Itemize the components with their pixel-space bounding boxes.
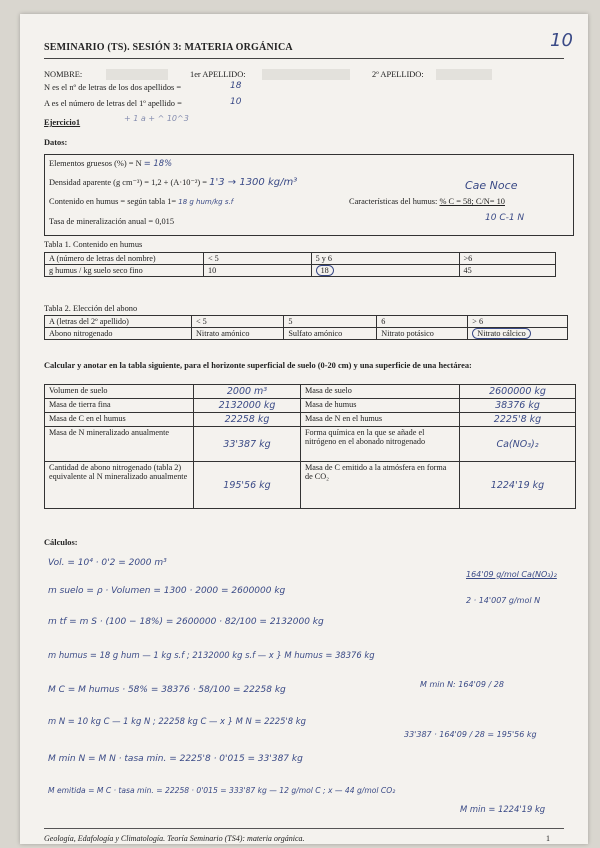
calc-line: M min = 1224'19 kg	[460, 804, 546, 814]
apellido2-label: 2º APELLIDO:	[372, 70, 424, 79]
table-row	[45, 265, 556, 277]
table-cell: 6	[377, 316, 468, 328]
caracteristicas-hw-top: Cae Noce	[465, 179, 518, 192]
densidad-label: Densidad aparente (g cm⁻³) = 1,2 + (A·10⁻²) =	[49, 178, 208, 187]
table-row	[45, 385, 576, 399]
answer-cell: 33'387 kg	[194, 427, 301, 462]
answer-cell: 2225'8 kg	[460, 413, 576, 427]
table-cell: 45	[459, 265, 555, 277]
table-cell: 5 y 6	[311, 253, 459, 265]
table-cell: >6	[459, 253, 555, 265]
nombre-label: NOMBRE:	[44, 70, 83, 79]
answer-cell: 2000 m³	[194, 385, 301, 399]
calc-line: m humus = 18 g hum — 1 kg s.f ; 2132000 kg s.f — x } M humus = 38376 kg	[48, 650, 375, 660]
calc-line: m N = 10 kg C — 1 kg N ; 22258 kg C — x } M N = 2225'8 kg	[48, 716, 306, 726]
caracteristicas-label: Características del humus:	[349, 197, 438, 206]
answer-cell: 22258 kg	[194, 413, 301, 427]
table-row	[45, 413, 576, 427]
table-row	[45, 462, 576, 509]
table-row	[45, 316, 568, 328]
side-note: 164'09 g/mol Ca(NO₃)₂	[466, 570, 557, 579]
answer-cell: 2132000 kg	[194, 399, 301, 413]
table-cell: > 6	[468, 316, 568, 328]
densidad-value: 1'3 → 1300 kg/m³	[209, 177, 298, 188]
answer-cell: 2600000 kg	[460, 385, 576, 399]
table-row	[45, 399, 576, 413]
circled-choice: Nitrato cálcico	[472, 328, 530, 339]
table-cell: Cantidad de abono nitrogenado (tabla 2) equivalente al N mineralizado anualmente	[45, 462, 194, 509]
table-cell: 5	[284, 316, 377, 328]
calc-line: M min N = M N · tasa min. = 2225'8 · 0'015 = 33'387 kg	[48, 754, 303, 764]
worksheet-page	[20, 14, 588, 844]
n-definition: N es el nº de letras de los dos apellidos =	[44, 83, 182, 92]
calcular-table	[44, 384, 576, 509]
table-cell: Volumen de suelo	[45, 385, 194, 399]
circled-choice: 18	[316, 265, 334, 276]
footer-rule	[44, 828, 564, 829]
table-row	[45, 253, 556, 265]
datos-heading: Datos:	[44, 138, 68, 147]
calc-line: M C = M humus · 58% = 38376 · 58/100 = 22258 kg	[48, 685, 286, 695]
table-row	[45, 328, 568, 340]
a-definition: A es el número de letras del 1º apellido =	[44, 99, 182, 108]
table-cell: Masa de N mineralizado anualmente	[45, 427, 194, 462]
table-cell: Nitrato amónico	[192, 328, 284, 340]
table-cell: Masa de suelo	[301, 385, 460, 399]
n-value: 18	[230, 81, 242, 91]
apellido1-label: 1er APELLIDO:	[190, 70, 246, 79]
table-cell: Masa de N en el humus	[301, 413, 460, 427]
calcular-heading: Calcular y anotar en la tabla siguiente, para el horizonte superficial de suelo (0-20 cm) y una superficie de una hectárea:	[44, 361, 472, 370]
table-cell: 10	[204, 265, 312, 277]
table-cell: Forma química en la que se añade el nitrógeno en el abonado nitrogenado	[301, 427, 460, 462]
calc-line: m tf = m S · (100 − 18%) = 2600000 · 82/100 = 2132000 kg	[48, 617, 324, 627]
answer-cell: Ca(NO₃)₂	[460, 427, 576, 462]
calculos-heading: Cálculos:	[44, 538, 78, 547]
apellido2-redacted	[436, 69, 492, 80]
title-rule	[44, 58, 564, 59]
nombre-redacted	[106, 69, 168, 80]
side-note: 33'387 · 164'09 / 28 = 195'56 kg	[404, 730, 537, 739]
calc-line: m suelo = ρ · Volumen = 1300 · 2000 = 2600000 kg	[48, 586, 286, 596]
margin-scribble: + 1 a + ^ 10^3	[124, 114, 189, 123]
side-note: M min N: 164'09 / 28	[420, 680, 504, 689]
caracteristicas-hw-bottom: 10 C-1 N	[485, 213, 525, 223]
tasa-label: Tasa de mineralización anual = 0,015	[49, 217, 175, 226]
datos-box	[44, 154, 574, 236]
table-cell: g humus / kg suelo seco fino	[45, 265, 204, 277]
answer-cell: 1224'19 kg	[460, 462, 576, 509]
table-cell: Sulfato amónico	[284, 328, 377, 340]
gruesos-value: = 18%	[143, 158, 173, 168]
table-cell: Abono nitrogenado	[45, 328, 192, 340]
table-row	[45, 427, 576, 462]
table-cell: A (número de letras del nombre)	[45, 253, 204, 265]
calc-line: Vol. = 10⁴ · 0'2 = 2000 m³	[48, 558, 167, 568]
tabla2	[44, 315, 568, 340]
table-cell: Masa de C emitido a la atmósfera en forma de CO₂	[301, 462, 460, 509]
humus-value: 18 g hum/kg s.f	[178, 198, 234, 206]
table-cell: A (letras del 2º apellido)	[45, 316, 192, 328]
gruesos-label: Elementos gruesos (%) = N	[49, 159, 142, 168]
answer-cell: 38376 kg	[460, 399, 576, 413]
tabla1-caption: Tabla 1. Contenido en humus	[44, 240, 143, 249]
ejercicio-heading: Ejercicio1	[44, 118, 81, 127]
table-cell: Masa de C en el humus	[45, 413, 194, 427]
page-title: SEMINARIO (TS). SESIÓN 3: MATERIA ORGÁNICA	[44, 42, 293, 53]
calc-line: M emitida = M C · tasa min. = 22258 · 0'015 = 333'87 kg — 12 g/mol C ; x — 44 g/mol CO₂	[48, 786, 396, 795]
table-cell: < 5	[204, 253, 312, 265]
table-cell	[468, 328, 568, 340]
table-cell: Masa de humus	[301, 399, 460, 413]
apellido1-redacted	[262, 69, 350, 80]
table-cell	[311, 265, 459, 277]
side-note: 2 · 14'007 g/mol N	[466, 596, 541, 605]
tabla2-caption: Tabla 2. Elección del abono	[44, 304, 138, 313]
table-cell: Nitrato potásico	[377, 328, 468, 340]
tabla1	[44, 252, 556, 277]
humus-label: Contenido en humus = según tabla 1=	[49, 197, 177, 206]
table-cell: Masa de tierra fina	[45, 399, 194, 413]
footer-text: Geología, Edafología y Climatología. Teoría Seminario (TS4): materia orgánica.	[44, 834, 305, 843]
page-number: 1	[546, 834, 550, 843]
table-cell: < 5	[192, 316, 284, 328]
grade-mark: 10	[550, 30, 573, 51]
caracteristicas-value: % C = 58; C/N= 10	[439, 197, 505, 206]
a-value: 10	[230, 97, 242, 107]
answer-cell: 195'56 kg	[194, 462, 301, 509]
